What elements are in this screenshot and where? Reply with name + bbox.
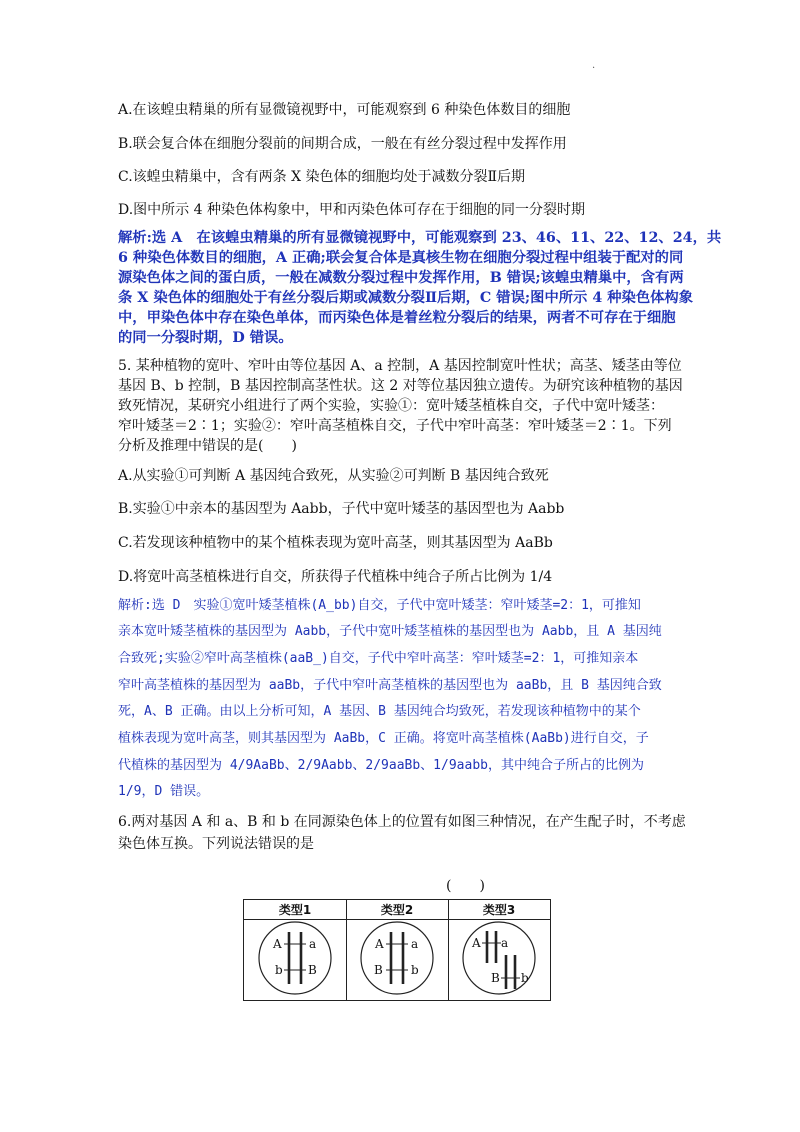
answer-line: 死，A、B 正确。由以上分析可知，A 基因、B 基因纯合均致死，若发现该种植物中的某个 (118, 704, 641, 719)
answer-line: 代植株的基因型为 4/9AaBb、2/9Aabb、2/9aaBb、1/9aabb，其中纯合子所占的比例为 (118, 758, 644, 773)
text-line: 致死情况，某研究小组进行了两个实验，实验①：宽叶矮茎植株自交，子代中宽叶矮茎： (118, 398, 664, 414)
answer-line: 解析:选 D 实验①宽叶矮茎植株(A_bb)自交，子代中宽叶矮茎：窄叶矮茎=2：1，可推知 (118, 598, 641, 613)
text-line: 分析及推理中错误的是( ) (118, 438, 297, 454)
cell-outline (259, 922, 331, 994)
answer-line: 的同一分裂时期，D 错误。 (118, 330, 293, 346)
gene-label: a (411, 937, 419, 951)
gene-label: A (375, 937, 384, 951)
text-line: A.从实验①可判断 A 基因纯合致死，从实验②可判断 B 基因纯合致死 (118, 468, 549, 484)
cell-outline (361, 922, 433, 994)
text-line: 基因 B、b 控制，B 基因控制高茎性状。这 2 对等位基因独立遗传。为研究该种植物的基因 (118, 378, 683, 394)
type1-cell (259, 922, 331, 994)
type3-cell (463, 922, 535, 994)
gene-label: A (472, 936, 481, 950)
gene-label: B (491, 971, 500, 985)
text-line: A.在该蝗虫精巢的所有显微镜视野中，可能观察到 6 种染色体数目的细胞 (118, 102, 571, 118)
header-type2: 类型2 (380, 903, 414, 917)
text-line: C.若发现该种植物中的某个植株表现为宽叶高茎，则其基因型为 AaBb (118, 535, 553, 551)
answer-line: 6 种染色体数目的细胞，A 正确;联会复合体是真核生物在细胞分裂过程中组装于配对的同 (118, 250, 684, 266)
answer-line: 植株表现为宽叶高茎，则其基因型为 AaBb，C 正确。将宽叶高茎植株(AaBb)进行自交，子 (118, 731, 649, 746)
chromosome-figures (244, 919, 549, 999)
gene-label: B (308, 963, 317, 977)
answer-line: 解析:选 A 在该蝗虫精巢的所有显微镜视野中，可能观察到 23、46、11、22、12、24，共 (118, 230, 722, 246)
text-line: 6.两对基因 A 和 a、B 和 b 在同源染色体上的位置有如图三种情况，在产生配子时，不考虑 (118, 814, 686, 830)
header-type1: 类型1 (278, 903, 312, 917)
gene-label: b (521, 971, 529, 985)
answer-line: 亲本宽叶矮茎植株的基因型为 Aabb，子代中宽叶矮茎植株的基因型也为 Aabb，且 A 基因纯 (118, 624, 662, 639)
text-line: 染色体互换。下列说法错误的是 (118, 836, 314, 852)
answer-line: 条 X 染色体的细胞处于有丝分裂后期或减数分裂Ⅱ后期，C 错误;图中所示 4 种染色体构象 (118, 290, 694, 306)
type2-cell (361, 922, 433, 994)
answer-line: 窄叶高茎植株的基因型为 aaBb，子代中窄叶高茎植株的基因型也为 aaBb，且 B 基因纯合致 (118, 678, 662, 693)
text-line: C.该蝗虫精巢中，含有两条 X 染色体的细胞均处于减数分裂Ⅱ后期 (118, 169, 526, 185)
corner-mark: . (592, 60, 596, 71)
answer-parentheses: ( ) (446, 878, 485, 894)
gene-label: a (309, 937, 317, 951)
answer-line: 合致死;实验②窄叶高茎植株(aaB_)自交，子代中窄叶高茎：窄叶矮茎=2：1，可推知亲本 (118, 651, 639, 666)
answer-line: 中，甲染色体中存在染色单体，而丙染色体是着丝粒分裂后的结果，两者不可存在于细胞 (118, 310, 676, 326)
text-line: D.图中所示 4 种染色体构象中，甲和丙染色体可存在于细胞的同一分裂时期 (118, 202, 585, 218)
answer-line: 1/9，D 错误。 (118, 784, 210, 799)
text-line: B.实验①中亲本的基因型为 Aabb，子代中宽叶矮茎的基因型也为 Aabb (118, 501, 565, 517)
figure-table (243, 899, 551, 1001)
gene-label: b (275, 963, 283, 977)
text-line: B.联会复合体在细胞分裂前的间期合成，一般在有丝分裂过程中发挥作用 (118, 136, 567, 152)
gene-label: A (273, 937, 282, 951)
gene-label: a (501, 936, 509, 950)
gene-label: b (411, 963, 419, 977)
header-type3: 类型3 (482, 903, 516, 917)
answer-line: 源染色体之间的蛋白质，一般在减数分裂过程中发挥作用，B 错误;该蝗虫精巢中，含有两 (118, 270, 684, 286)
text-line: 5. 某种植物的宽叶、窄叶由等位基因 A、a 控制，A 基因控制宽叶性状；高茎、矮茎由等位 (118, 358, 682, 374)
gene-label: B (374, 963, 383, 977)
text-line: 窄叶矮茎＝2∶1；实验②：窄叶高茎植株自交，子代中窄叶高茎：窄叶矮茎＝2∶1。下列 (118, 418, 672, 434)
text-line: D.将宽叶高茎植株进行自交，所获得子代植株中纯合子所占比例为 1/4 (118, 569, 553, 585)
